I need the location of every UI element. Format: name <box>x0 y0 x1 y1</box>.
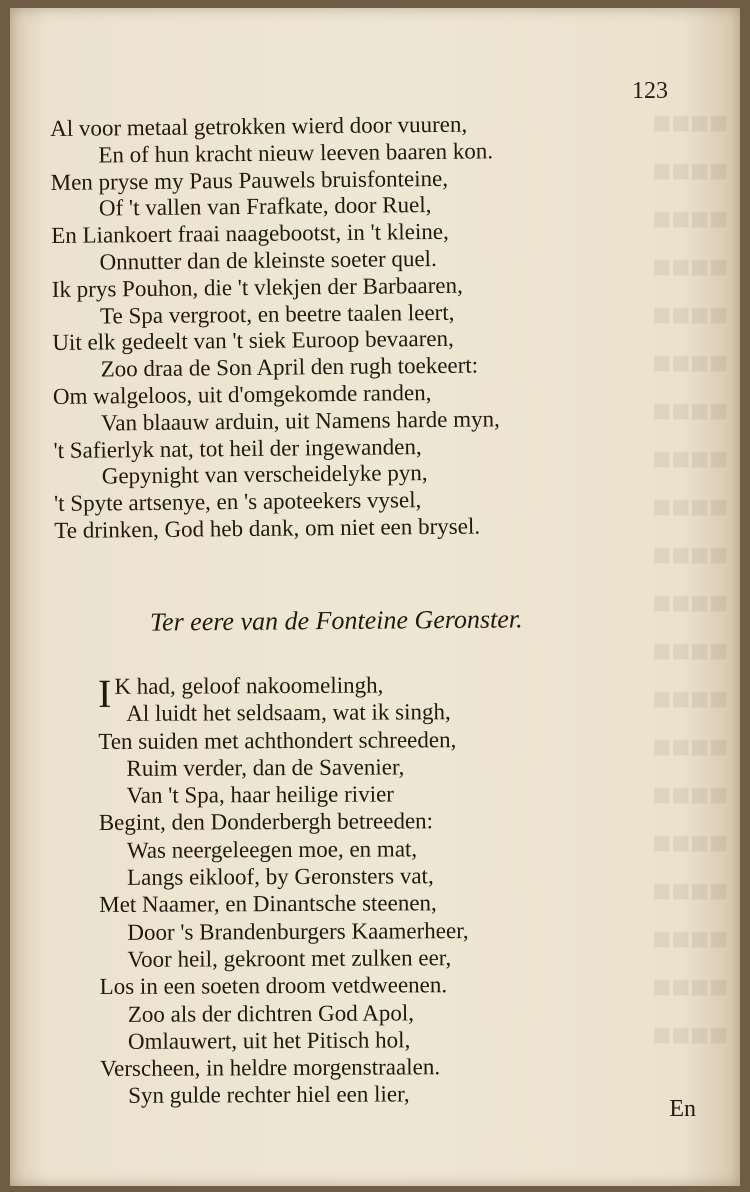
poem-title: Ter eere van de Fonteine Geronster. <box>149 604 523 637</box>
show-through-text: ■■■■ ■■■■ ■■■■ ■■■■ ■■■■ ■■■■ ■■■■ ■■■■ ■■■■ ■■■■ ■■■■ ■■■■ ■■■■ ■■■■ ■■■■ ■■■■ ■■■■ ■■■■ ■■■■ ■■■■ <box>652 110 728 1046</box>
verse-line: Al luidt het seldsaam, wat ik singh, <box>126 699 451 727</box>
verse-line: Onnutter dan de kleinste soeter quel. <box>99 245 437 275</box>
page-number: 123 <box>632 78 668 104</box>
verse-line: Langs eikloof, by Geronsters vat, <box>127 863 434 890</box>
verse-line: Uit elk gedeelt van 't siek Euroop bevaaren, <box>52 326 454 356</box>
verse-line: Van blaauw arduin, uit Namens harde myn, <box>101 406 500 436</box>
verse-line: Omlauwert, uit het Pitisch hol, <box>127 1027 411 1054</box>
verse-line: Ik prys Pouhon, die 't vlekjen der Barbaaren, <box>51 272 463 302</box>
verse-line: Van 't Spa, haar heilige rivier <box>126 781 394 809</box>
catchword: En <box>669 1096 696 1122</box>
verse-line: En Liankoert fraai naagebootst, in 't kleine, <box>51 219 449 249</box>
stanza-two <box>98 670 670 1110</box>
verse-line: Of 't vallen van Frafkate, door Ruel, <box>98 192 432 221</box>
verse-line: Ten suiden met achthondert schreeden, <box>98 726 457 754</box>
verse-line: Gepynight van verscheidelyke pyn, <box>101 460 428 489</box>
verse-line: Te drinken, God heb dank, om niet een brysel. <box>54 513 481 543</box>
verse-line: Syn gulde rechter hiel een lier, <box>128 1081 410 1109</box>
verse-line: Door 's Brandenburgers Kaamerheer, <box>127 917 469 945</box>
verse-line: Zoo draa de Son April den rugh toekeert: <box>100 352 479 382</box>
verse-line: Al voor metaal getrokken wierd door vuuren, <box>50 111 468 141</box>
verse-line: Men pryse my Paus Pauwels bruisfonteine, <box>50 165 449 195</box>
verse-line: Om walgeloos, uit d'omgekomde randen, <box>52 379 432 409</box>
verse-line: Begint, den Donderbergh betreeden: <box>98 808 434 836</box>
verse-line: Verscheen, in heldre morgenstraalen. <box>100 1054 441 1082</box>
verse-line: K had, geloof nakoomelingh, <box>114 672 384 699</box>
verse-line: Te Spa vergroot, en beetre taalen leert, <box>99 299 455 329</box>
verse-line: Met Naamer, en Dinantsche steenen, <box>99 890 437 918</box>
verse-line: Voor heil, gekroont met zulken eer, <box>127 945 452 972</box>
verse-line: En of hun kracht nieuw leeven baaren kon. <box>98 138 494 168</box>
drop-cap: I <box>97 670 112 716</box>
book-page <box>10 8 740 1186</box>
verse-line: Was neergeleegen moe, en mat, <box>126 836 418 863</box>
stanza-one <box>50 110 624 545</box>
verse-line: 't Safierlyk nat, tot heil der ingewanden, <box>53 433 422 463</box>
verse-line: Zoo als der dichtren God Apol, <box>127 999 415 1027</box>
verse-line: 't Spyte artsenye, en 's apoteekers vysel, <box>53 487 422 517</box>
verse-line: Los in een soeten droom vetdweenen. <box>99 972 448 1000</box>
verse-line: Ruim verder, dan de Savenier, <box>126 754 405 781</box>
